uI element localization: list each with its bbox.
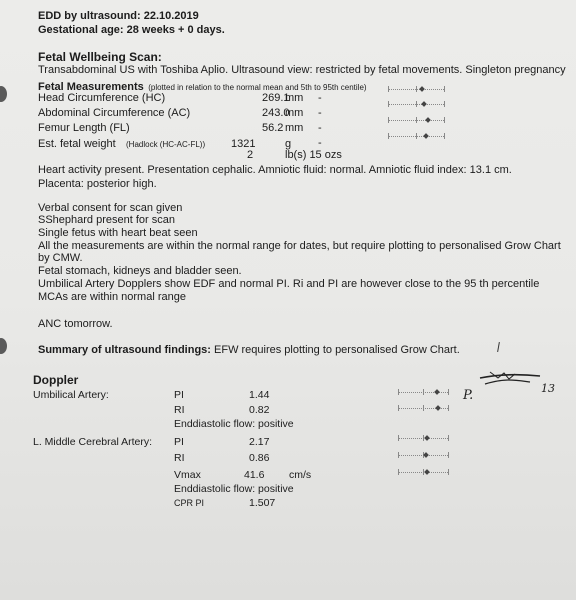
centile-tick — [398, 435, 399, 441]
centile-marker — [419, 86, 425, 92]
centile-marker — [425, 117, 431, 123]
centile-tick — [444, 86, 445, 92]
efw-pounds-value: 2 — [247, 149, 254, 161]
scan-description: Transabdominal US with Toshiba Aplio. Ultrasound view: restricted by fetal movements. Singleton pregnancy — [38, 64, 566, 76]
summary-text: EFW requires plotting to personalised Grow Chart. — [214, 344, 460, 356]
centile-tick — [388, 101, 389, 107]
heart-activity-note: Heart activity present. Presentation cephalic. Amniotic fluid: normal. Amniotic fluid index: 13.1 cm. — [38, 164, 512, 176]
centile-tick — [444, 117, 445, 123]
measurement-label: Femur Length (FL) — [38, 122, 130, 134]
centile-tick — [398, 389, 399, 395]
summary-label: Summary of ultrasound findings: — [38, 344, 211, 356]
centile-tick — [416, 117, 417, 123]
centile-tick — [444, 101, 445, 107]
measurement-dash: - — [318, 122, 322, 134]
measurement-label: Abdominal Circumference (AC) — [38, 107, 191, 119]
mca-ri-value: 0.86 — [249, 452, 270, 464]
mca-note: MCAs are within normal range — [38, 291, 186, 303]
centile-marker — [423, 133, 429, 139]
centile-tick — [423, 405, 424, 411]
wellbeing-title: Fetal Wellbeing Scan: — [38, 50, 162, 64]
placenta-note: Placenta: posterior high. — [38, 178, 157, 190]
edd-text: EDD by ultrasound: 22.10.2019 — [38, 10, 199, 22]
mca-edf: Enddiastolic flow: positive — [174, 483, 294, 495]
cmw-note: by CMW. — [38, 252, 83, 264]
umbilical-doppler-note: Umbilical Artery Dopplers show EDF and normal PI. Ri and PI are however close to the 95 th percentile — [38, 278, 540, 290]
centile-tick — [448, 452, 449, 458]
umbilical-artery-label: Umbilical Artery: — [33, 389, 109, 401]
centile-tick — [388, 133, 389, 139]
ua-edf: Enddiastolic flow: positive — [174, 418, 294, 430]
vmax-value: 41.6 — [244, 469, 265, 481]
centile-tick — [398, 405, 399, 411]
cpr-pi-value: 1.507 — [249, 497, 276, 509]
centile-marker — [424, 435, 430, 441]
measurement-value: 243.0 — [262, 107, 290, 119]
ua-ri-label: RI — [174, 404, 185, 416]
present-note: SShephard present for scan — [38, 214, 175, 226]
centile-marker — [424, 469, 430, 475]
centile-tick — [398, 452, 399, 458]
binder-hole — [0, 338, 7, 354]
mca-ri-label: RI — [174, 452, 185, 464]
doppler-title: Doppler — [33, 373, 79, 387]
centile-tick — [448, 405, 449, 411]
centile-tick — [444, 133, 445, 139]
gestational-age: Gestational age: 28 weeks + 0 days. — [38, 24, 225, 36]
centile-tick — [448, 469, 449, 475]
measurement-value: 269.1 — [262, 92, 290, 104]
centile-marker — [422, 101, 428, 107]
centile-tick — [448, 435, 449, 441]
measurement-dash: - — [318, 107, 322, 119]
centile-tick — [448, 389, 449, 395]
vmax-unit: cm/s — [289, 469, 312, 481]
centile-tick — [416, 101, 417, 107]
centile-tick — [398, 469, 399, 475]
measurement-label: Head Circumference (HC) — [38, 92, 166, 104]
centile-tick — [388, 117, 389, 123]
vmax-label: Vmax — [174, 469, 201, 481]
ua-pi-value: 1.44 — [249, 389, 270, 401]
centile-marker — [435, 405, 441, 411]
measurement-dash: - — [318, 92, 322, 104]
cpr-pi-label: CPR PI — [174, 498, 205, 508]
measurement-unit: mm — [285, 92, 304, 104]
measurement-unit: g — [285, 138, 292, 150]
centile-tick — [416, 133, 417, 139]
normal-range-note: All the measurements are within the normal range for dates, but require plotting to personalised Grow Chart — [38, 240, 561, 252]
measurements-title: Fetal Measurements — [38, 81, 144, 93]
consent-note: Verbal consent for scan given — [38, 202, 183, 214]
pen-mark — [497, 342, 500, 352]
measurement-label: Est. fetal weight — [38, 138, 116, 150]
measurement-unit: mm — [285, 107, 304, 119]
handwritten-mark: 13 — [541, 382, 555, 395]
centile-marker — [434, 389, 440, 395]
measurements-note: (plotted in relation to the normal mean and 5th to 95th centile) — [148, 83, 367, 92]
binder-hole — [0, 86, 7, 102]
centile-tick — [388, 86, 389, 92]
anc-note: ANC tomorrow. — [38, 318, 113, 330]
mca-pi-label: PI — [174, 436, 184, 448]
measurement-dash: - — [318, 137, 322, 149]
mca-label: L. Middle Cerebral Artery: — [33, 436, 153, 448]
mca-pi-value: 2.17 — [249, 436, 270, 448]
measurement-value: 1321 — [231, 138, 256, 150]
single-fetus-note: Single fetus with heart beat seen — [38, 227, 198, 239]
handwritten-initial: P. — [463, 388, 474, 403]
measurement-unit: mm — [285, 122, 304, 134]
centile-tick — [423, 389, 424, 395]
ua-ri-value: 0.82 — [249, 404, 270, 416]
organs-note: Fetal stomach, kidneys and bladder seen. — [38, 265, 242, 277]
centile-tick — [416, 86, 417, 92]
ua-pi-label: PI — [174, 389, 184, 401]
summary-line — [38, 344, 460, 356]
measurement-label-note: (Hadlock (HC-AC-FL)) — [126, 140, 206, 149]
measurement-value: 56.2 — [262, 122, 284, 134]
efw-pounds-text: lb(s) 15 ozs — [285, 149, 342, 161]
